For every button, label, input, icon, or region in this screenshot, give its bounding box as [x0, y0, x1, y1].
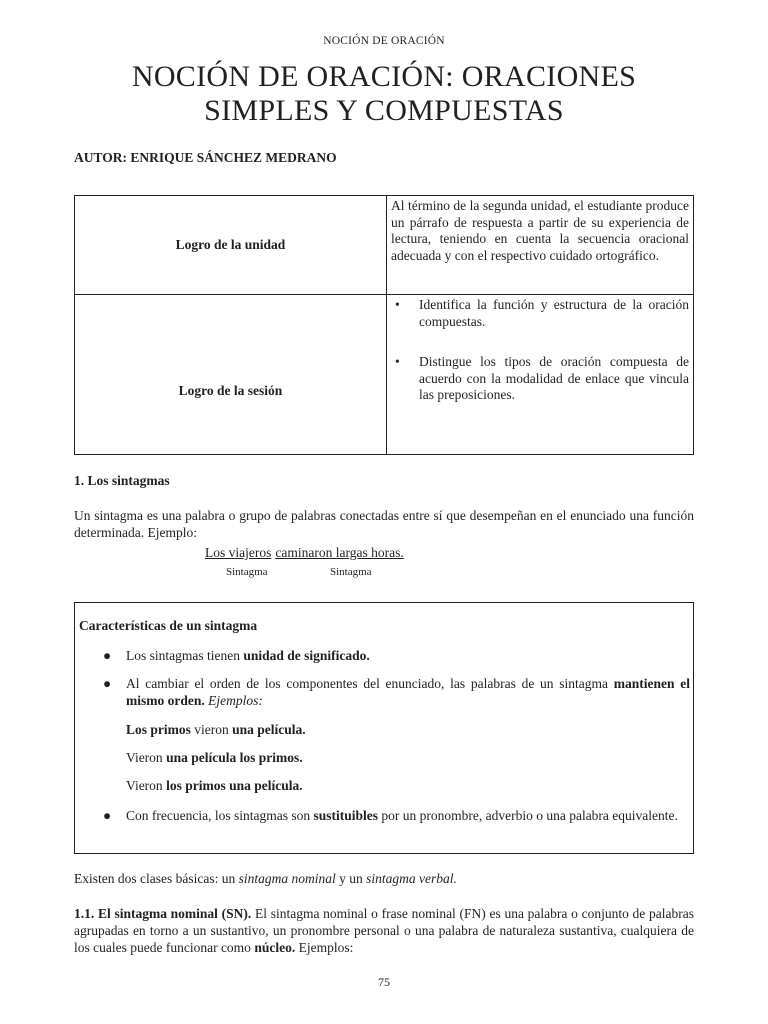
bullet-text: Con frecuencia, los sintagmas son — [126, 808, 314, 823]
bullet-italic: Ejemplos: — [204, 693, 263, 708]
bullet-text: por un pronombre, adverbio o una palabra equivalente. — [378, 808, 678, 823]
session-achievement-cell — [387, 295, 694, 455]
example-phrase-2: caminaron largas horas. — [275, 545, 404, 560]
example-label-2: Sintagma — [330, 566, 372, 578]
example-line — [126, 777, 303, 794]
title-line-1: NOCIÓN DE ORACIÓN: ORACIONES — [131, 60, 637, 93]
example-bold: una película los primos. — [166, 750, 303, 765]
classes-paragraph — [74, 870, 694, 887]
example-labels — [226, 566, 372, 578]
list-item — [126, 675, 690, 709]
table-row — [75, 295, 694, 455]
bullet-dot: ● — [103, 808, 112, 823]
list-item: • Identifica la función y estructura de la oración compuestas. — [391, 297, 689, 330]
table-row — [75, 196, 694, 295]
bullet-emphasis: mantienen el mismo orden. — [126, 676, 690, 708]
paragraph-text: Ejemplos: — [295, 940, 354, 955]
list-item: • Distingue los tipos de oración compuesta de acuerdo con la modalidad de enlace que vincula las preposiciones. — [391, 354, 689, 404]
bullet-text: Los sintagmas tienen — [126, 648, 244, 663]
example-sentence — [205, 545, 404, 561]
paragraph-text: y un — [335, 871, 367, 886]
bullet-text: Al cambiar el orden de los componentes del enunciado, las palabras de un sintagma — [126, 676, 614, 691]
term-italic: sintagma nominal — [238, 871, 336, 886]
example-line — [126, 721, 306, 738]
example-text: vieron — [190, 722, 233, 737]
page-title — [0, 60, 768, 128]
bullet-emphasis: unidad de significado. — [243, 648, 370, 663]
bullet-dot: ● — [103, 676, 112, 691]
example-label-1: Sintagma — [226, 566, 268, 578]
characteristics-box — [74, 602, 694, 854]
example-phrase-1: Los viajeros — [205, 545, 272, 560]
example-line — [126, 749, 303, 766]
example-bold: una película. — [232, 722, 306, 737]
paragraph-text: El sintagma nominal o frase nominal (FN) es una palabra o conjunto de palabras agrupadas en torno a un sustantivo, un pronombre personal o una palabra de naturaleza sustantiva, cualquiera de los cuales puede funcionar como — [74, 906, 694, 955]
example-bold: los primos una película. — [166, 778, 303, 793]
list-item — [126, 647, 690, 664]
box-title: Características de un sintagma — [79, 618, 258, 633]
example-text: Vieron — [126, 750, 167, 765]
subsection-heading: 1.1. El sintagma nominal (SN). — [74, 906, 252, 921]
achievements-table — [74, 195, 694, 455]
term-bold: núcleo. — [254, 940, 296, 955]
unit-achievement-label: Logro de la unidad — [75, 196, 387, 295]
section-heading: 1. Los sintagmas — [74, 473, 170, 488]
unit-achievement-text: Al término de la segunda unidad, el estudiante produce un párrafo de respuesta a partir de su experiencia de lectura, teniendo en cuenta la secuencia oracional adecuada y con el respectivo cuidado ortográfico. — [387, 196, 694, 295]
list-item — [126, 807, 690, 824]
bullet-emphasis: sustituibles — [313, 808, 378, 823]
title-line-2: SIMPLES Y COMPUESTAS — [204, 94, 564, 127]
example-bold: Los primos — [126, 722, 191, 737]
author-line: AUTOR: ENRIQUE SÁNCHEZ MEDRANO — [74, 150, 337, 165]
definition-paragraph: Un sintagma es una palabra o grupo de palabras conectadas entre sí que desempeñan en el enunciado una función determinada. Ejemplo: — [74, 508, 694, 540]
bullet-dot: ● — [103, 648, 112, 663]
paragraph-text: Existen dos clases básicas: un — [74, 871, 239, 886]
nominal-phrase-paragraph — [74, 905, 694, 956]
page-number: 75 — [378, 975, 390, 989]
running-head: NOCIÓN DE ORACIÓN — [323, 35, 445, 47]
term-italic: sintagma verbal. — [366, 871, 457, 886]
example-text: Vieron — [126, 778, 167, 793]
session-achievement-label: Logro de la sesión — [75, 295, 387, 455]
session-achievement-list — [391, 297, 689, 404]
